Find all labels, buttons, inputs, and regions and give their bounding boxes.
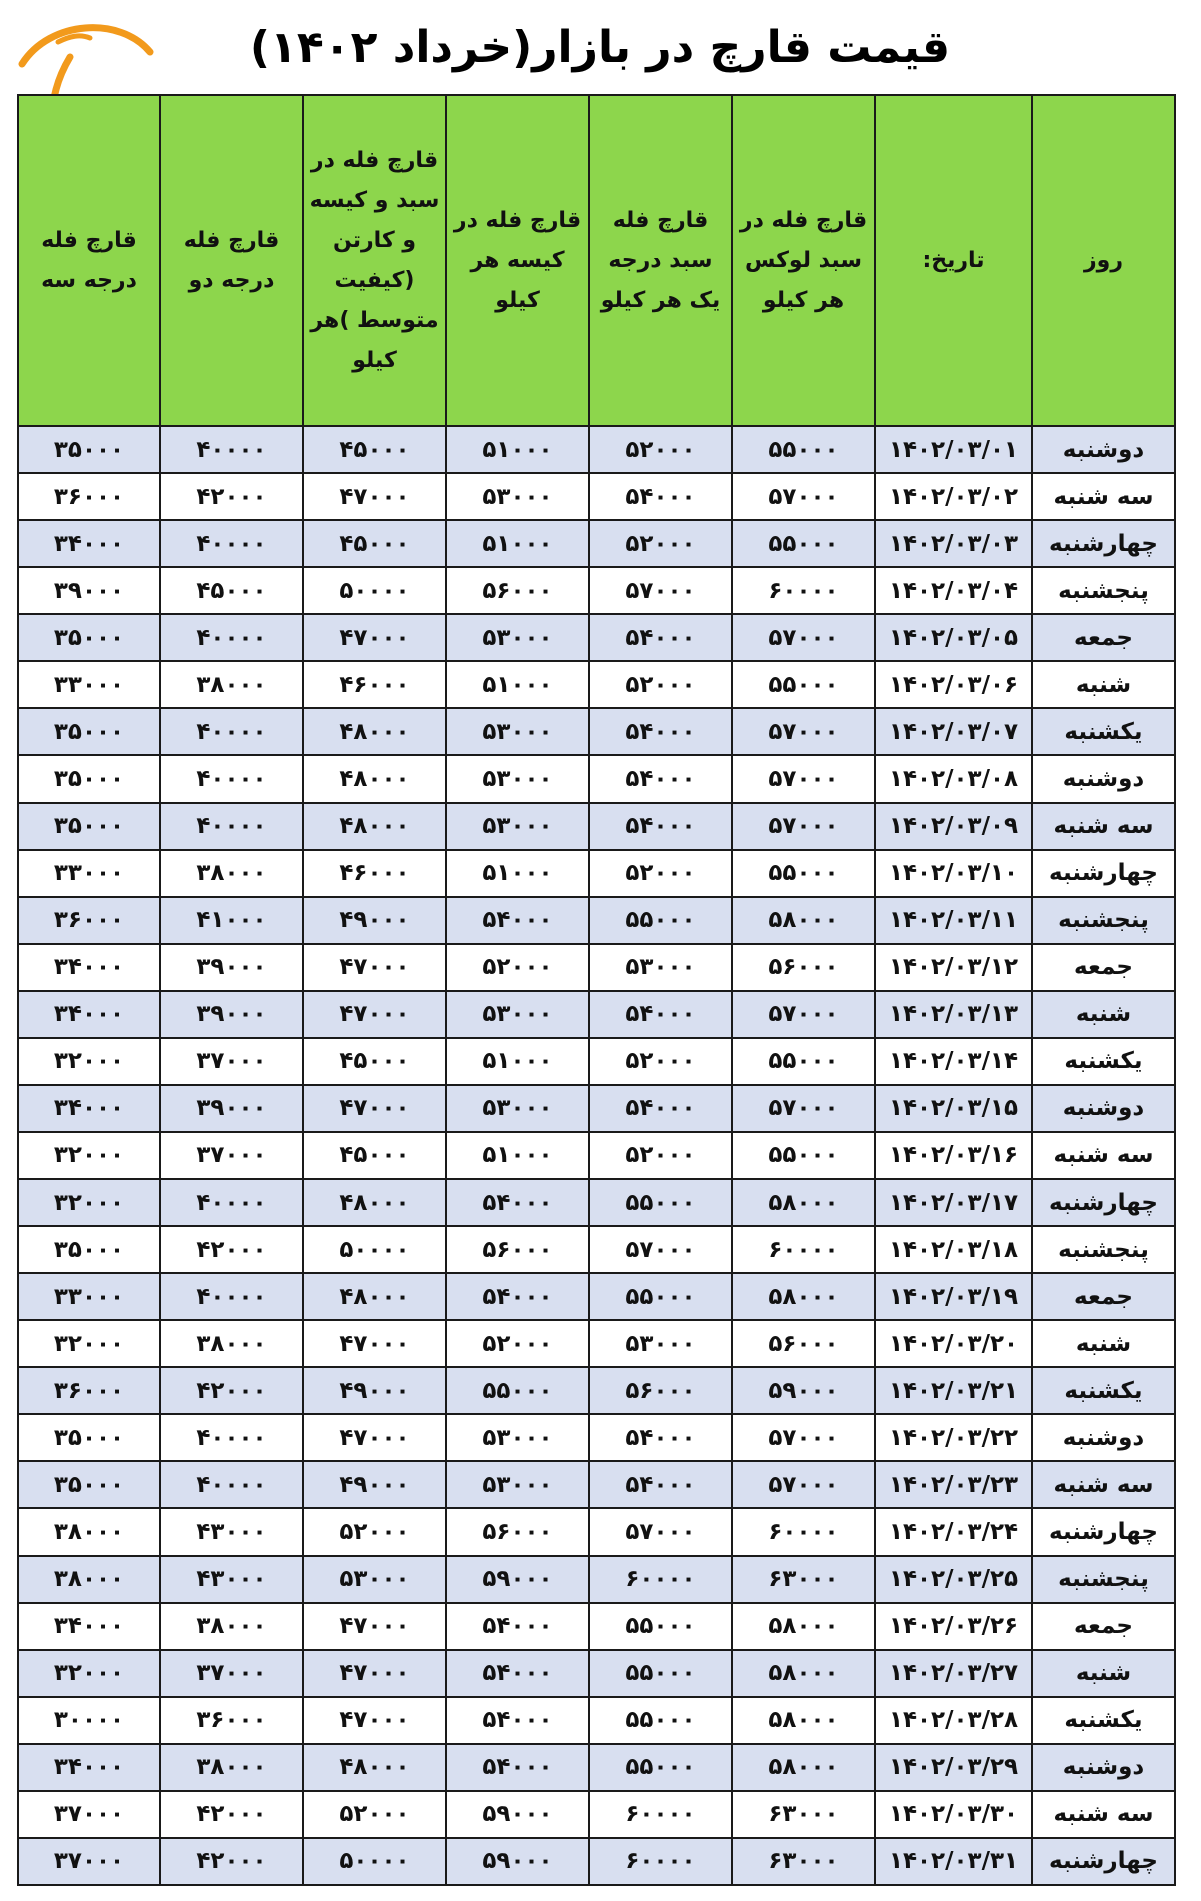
cell-medium-quality-price: ۴۵۰۰۰ (303, 426, 446, 473)
cell-lux-basket-price: ۵۷۰۰۰ (732, 473, 875, 520)
cell-grade-one-price: ۵۷۰۰۰ (589, 1226, 732, 1273)
cell-medium-quality-price: ۴۹۰۰۰ (303, 1367, 446, 1414)
cell-date: ۱۴۰۲/۰۳/۰۶ (875, 661, 1032, 708)
cell-lux-basket-price: ۶۳۰۰۰ (732, 1838, 875, 1885)
cell-medium-quality-price: ۴۷۰۰۰ (303, 1603, 446, 1650)
cell-date: ۱۴۰۲/۰۳/۱۹ (875, 1273, 1032, 1320)
cell-bag-price: ۵۳۰۰۰ (446, 1461, 589, 1508)
cell-date: ۱۴۰۲/۰۳/۲۸ (875, 1697, 1032, 1744)
cell-grade-two-price: ۳۶۰۰۰ (160, 1697, 303, 1744)
cell-grade-two-price: ۴۲۰۰۰ (160, 1367, 303, 1414)
cell-medium-quality-price: ۴۷۰۰۰ (303, 1650, 446, 1697)
cell-grade-three-price: ۳۶۰۰۰ (18, 1367, 160, 1414)
cell-day: سه شنبه (1032, 1461, 1175, 1508)
cell-bag-price: ۵۴۰۰۰ (446, 1179, 589, 1226)
cell-grade-three-price: ۳۲۰۰۰ (18, 1132, 160, 1179)
cell-grade-three-price: ۳۶۰۰۰ (18, 897, 160, 944)
cell-lux-basket-price: ۵۸۰۰۰ (732, 1650, 875, 1697)
header-grade-two: قارچ فله درجه دو (160, 95, 303, 426)
cell-medium-quality-price: ۴۸۰۰۰ (303, 1273, 446, 1320)
cell-bag-price: ۵۴۰۰۰ (446, 1650, 589, 1697)
cell-grade-one-price: ۵۵۰۰۰ (589, 1697, 732, 1744)
header-bag: قارچ فله در کیسه هر کیلو (446, 95, 589, 426)
cell-grade-two-price: ۴۳۰۰۰ (160, 1556, 303, 1603)
cell-grade-three-price: ۳۴۰۰۰ (18, 1744, 160, 1791)
cell-grade-three-price: ۳۰۰۰۰ (18, 1697, 160, 1744)
cell-day: دوشنبه (1032, 426, 1175, 473)
table-row (18, 1603, 1175, 1650)
cell-bag-price: ۵۹۰۰۰ (446, 1791, 589, 1838)
cell-grade-one-price: ۶۰۰۰۰ (589, 1838, 732, 1885)
table-row (18, 755, 1175, 802)
cell-medium-quality-price: ۴۸۰۰۰ (303, 708, 446, 755)
cell-grade-three-price: ۳۳۰۰۰ (18, 661, 160, 708)
table-row (18, 473, 1175, 520)
cell-grade-one-price: ۵۷۰۰۰ (589, 1508, 732, 1555)
cell-date: ۱۴۰۲/۰۳/۲۹ (875, 1744, 1032, 1791)
cell-grade-two-price: ۴۰۰۰۰ (160, 1461, 303, 1508)
cell-lux-basket-price: ۵۶۰۰۰ (732, 1320, 875, 1367)
cell-day: یکشنبه (1032, 1697, 1175, 1744)
cell-bag-price: ۵۹۰۰۰ (446, 1838, 589, 1885)
cell-grade-one-price: ۵۶۰۰۰ (589, 1367, 732, 1414)
table-row (18, 1179, 1175, 1226)
cell-grade-three-price: ۳۹۰۰۰ (18, 567, 160, 614)
cell-grade-two-price: ۳۷۰۰۰ (160, 1038, 303, 1085)
table-row (18, 1367, 1175, 1414)
cell-grade-one-price: ۵۷۰۰۰ (589, 567, 732, 614)
cell-medium-quality-price: ۴۷۰۰۰ (303, 1085, 446, 1132)
cell-date: ۱۴۰۲/۰۳/۲۴ (875, 1508, 1032, 1555)
table-row (18, 1556, 1175, 1603)
cell-medium-quality-price: ۵۰۰۰۰ (303, 1838, 446, 1885)
cell-grade-three-price: ۳۴۰۰۰ (18, 991, 160, 1038)
cell-grade-two-price: ۴۱۰۰۰ (160, 897, 303, 944)
cell-date: ۱۴۰۲/۰۳/۲۵ (875, 1556, 1032, 1603)
cell-grade-three-price: ۳۴۰۰۰ (18, 944, 160, 991)
cell-lux-basket-price: ۵۷۰۰۰ (732, 803, 875, 850)
cell-bag-price: ۵۴۰۰۰ (446, 897, 589, 944)
cell-medium-quality-price: ۴۷۰۰۰ (303, 1414, 446, 1461)
cell-medium-quality-price: ۴۷۰۰۰ (303, 991, 446, 1038)
cell-grade-one-price: ۵۳۰۰۰ (589, 944, 732, 991)
cell-date: ۱۴۰۲/۰۳/۲۰ (875, 1320, 1032, 1367)
cell-grade-three-price: ۳۲۰۰۰ (18, 1320, 160, 1367)
header-lux-basket: قارچ فله در سبد لوکس هر کیلو (732, 95, 875, 426)
header-medium-quality: قارچ فله در سبد و کیسه و کارتن (کیفیت متوسط )هر کیلو (303, 95, 446, 426)
cell-grade-three-price: ۳۵۰۰۰ (18, 755, 160, 802)
table-row (18, 1697, 1175, 1744)
cell-bag-price: ۵۳۰۰۰ (446, 803, 589, 850)
header-day: روز (1032, 95, 1175, 426)
cell-medium-quality-price: ۴۸۰۰۰ (303, 803, 446, 850)
cell-grade-two-price: ۳۸۰۰۰ (160, 1603, 303, 1650)
cell-grade-one-price: ۵۳۰۰۰ (589, 1320, 732, 1367)
cell-lux-basket-price: ۶۰۰۰۰ (732, 1508, 875, 1555)
cell-grade-one-price: ۵۲۰۰۰ (589, 1038, 732, 1085)
cell-lux-basket-price: ۵۹۰۰۰ (732, 1367, 875, 1414)
cell-grade-two-price: ۳۸۰۰۰ (160, 661, 303, 708)
cell-day: چهارشنبه (1032, 850, 1175, 897)
cell-day: پنجشنبه (1032, 1556, 1175, 1603)
cell-lux-basket-price: ۶۳۰۰۰ (732, 1791, 875, 1838)
cell-grade-three-price: ۳۵۰۰۰ (18, 708, 160, 755)
table-row (18, 1320, 1175, 1367)
cell-medium-quality-price: ۴۷۰۰۰ (303, 614, 446, 661)
cell-day: دوشنبه (1032, 1744, 1175, 1791)
cell-grade-one-price: ۵۲۰۰۰ (589, 1132, 732, 1179)
cell-bag-price: ۵۳۰۰۰ (446, 473, 589, 520)
cell-date: ۱۴۰۲/۰۳/۰۲ (875, 473, 1032, 520)
cell-grade-one-price: ۵۲۰۰۰ (589, 426, 732, 473)
cell-grade-three-price: ۳۴۰۰۰ (18, 1603, 160, 1650)
cell-grade-one-price: ۵۴۰۰۰ (589, 991, 732, 1038)
page-title: قیمت قارچ در بازار(خرداد ۱۴۰۲) (249, 22, 951, 73)
cell-date: ۱۴۰۲/۰۳/۲۲ (875, 1414, 1032, 1461)
cell-lux-basket-price: ۵۸۰۰۰ (732, 897, 875, 944)
cell-grade-one-price: ۵۴۰۰۰ (589, 473, 732, 520)
cell-lux-basket-price: ۵۷۰۰۰ (732, 1414, 875, 1461)
cell-day: چهارشنبه (1032, 1508, 1175, 1555)
cell-grade-one-price: ۶۰۰۰۰ (589, 1556, 732, 1603)
cell-grade-three-price: ۳۲۰۰۰ (18, 1650, 160, 1697)
cell-lux-basket-price: ۵۵۰۰۰ (732, 520, 875, 567)
cell-grade-one-price: ۵۴۰۰۰ (589, 755, 732, 802)
cell-medium-quality-price: ۴۸۰۰۰ (303, 755, 446, 802)
cell-date: ۱۴۰۲/۰۳/۲۷ (875, 1650, 1032, 1697)
cell-date: ۱۴۰۲/۰۳/۰۱ (875, 426, 1032, 473)
cell-bag-price: ۵۱۰۰۰ (446, 520, 589, 567)
cell-grade-three-price: ۳۵۰۰۰ (18, 1461, 160, 1508)
cell-lux-basket-price: ۵۸۰۰۰ (732, 1697, 875, 1744)
cell-medium-quality-price: ۴۵۰۰۰ (303, 1132, 446, 1179)
cell-grade-one-price: ۵۲۰۰۰ (589, 850, 732, 897)
cell-lux-basket-price: ۵۵۰۰۰ (732, 426, 875, 473)
cell-day: یکشنبه (1032, 708, 1175, 755)
cell-grade-one-price: ۵۵۰۰۰ (589, 1179, 732, 1226)
cell-date: ۱۴۰۲/۰۳/۰۸ (875, 755, 1032, 802)
cell-bag-price: ۵۳۰۰۰ (446, 1085, 589, 1132)
table-row (18, 708, 1175, 755)
cell-bag-price: ۵۹۰۰۰ (446, 1556, 589, 1603)
cell-grade-two-price: ۴۲۰۰۰ (160, 473, 303, 520)
cell-lux-basket-price: ۵۷۰۰۰ (732, 708, 875, 755)
cell-day: چهارشنبه (1032, 520, 1175, 567)
cell-lux-basket-price: ۵۵۰۰۰ (732, 1132, 875, 1179)
cell-lux-basket-price: ۵۵۰۰۰ (732, 1038, 875, 1085)
cell-grade-one-price: ۶۰۰۰۰ (589, 1791, 732, 1838)
cell-bag-price: ۵۴۰۰۰ (446, 1603, 589, 1650)
price-table (17, 94, 1176, 1886)
cell-lux-basket-price: ۵۸۰۰۰ (732, 1179, 875, 1226)
table-row (18, 567, 1175, 614)
cell-medium-quality-price: ۵۲۰۰۰ (303, 1508, 446, 1555)
cell-bag-price: ۵۱۰۰۰ (446, 661, 589, 708)
table-row (18, 1414, 1175, 1461)
cell-date: ۱۴۰۲/۰۳/۰۵ (875, 614, 1032, 661)
cell-date: ۱۴۰۲/۰۳/۲۳ (875, 1461, 1032, 1508)
cell-day: دوشنبه (1032, 1085, 1175, 1132)
cell-bag-price: ۵۶۰۰۰ (446, 567, 589, 614)
cell-date: ۱۴۰۲/۰۳/۱۴ (875, 1038, 1032, 1085)
header-grade-one-basket: قارچ فله سبد درجه یک هر کیلو (589, 95, 732, 426)
cell-day: یکشنبه (1032, 1367, 1175, 1414)
cell-lux-basket-price: ۵۷۰۰۰ (732, 991, 875, 1038)
cell-bag-price: ۵۱۰۰۰ (446, 426, 589, 473)
cell-grade-two-price: ۳۸۰۰۰ (160, 850, 303, 897)
table-body (18, 426, 1175, 1885)
cell-grade-two-price: ۴۵۰۰۰ (160, 567, 303, 614)
cell-grade-three-price: ۳۵۰۰۰ (18, 803, 160, 850)
cell-lux-basket-price: ۵۵۰۰۰ (732, 661, 875, 708)
cell-medium-quality-price: ۴۹۰۰۰ (303, 897, 446, 944)
cell-day: چهارشنبه (1032, 1179, 1175, 1226)
cell-bag-price: ۵۳۰۰۰ (446, 991, 589, 1038)
cell-bag-price: ۵۶۰۰۰ (446, 1508, 589, 1555)
cell-grade-two-price: ۳۷۰۰۰ (160, 1650, 303, 1697)
table-row (18, 1508, 1175, 1555)
cell-lux-basket-price: ۵۷۰۰۰ (732, 755, 875, 802)
cell-date: ۱۴۰۲/۰۳/۳۰ (875, 1791, 1032, 1838)
cell-bag-price: ۵۳۰۰۰ (446, 755, 589, 802)
cell-bag-price: ۵۱۰۰۰ (446, 850, 589, 897)
table-row (18, 661, 1175, 708)
table-row (18, 991, 1175, 1038)
cell-grade-two-price: ۴۳۰۰۰ (160, 1508, 303, 1555)
cell-day: پنجشنبه (1032, 1226, 1175, 1273)
cell-lux-basket-price: ۶۰۰۰۰ (732, 567, 875, 614)
cell-grade-one-price: ۵۴۰۰۰ (589, 614, 732, 661)
cell-grade-two-price: ۴۰۰۰۰ (160, 1273, 303, 1320)
cell-day: دوشنبه (1032, 755, 1175, 802)
cell-date: ۱۴۰۲/۰۳/۰۷ (875, 708, 1032, 755)
table-row (18, 1744, 1175, 1791)
cell-grade-three-price: ۳۳۰۰۰ (18, 1273, 160, 1320)
cell-grade-two-price: ۳۸۰۰۰ (160, 1320, 303, 1367)
cell-date: ۱۴۰۲/۰۳/۱۰ (875, 850, 1032, 897)
cell-grade-one-price: ۵۵۰۰۰ (589, 1650, 732, 1697)
cell-bag-price: ۵۴۰۰۰ (446, 1744, 589, 1791)
cell-grade-two-price: ۴۰۰۰۰ (160, 708, 303, 755)
cell-grade-two-price: ۳۹۰۰۰ (160, 1085, 303, 1132)
cell-grade-one-price: ۵۴۰۰۰ (589, 803, 732, 850)
table-row (18, 803, 1175, 850)
cell-grade-three-price: ۳۵۰۰۰ (18, 426, 160, 473)
cell-bag-price: ۵۱۰۰۰ (446, 1132, 589, 1179)
table-row (18, 850, 1175, 897)
cell-date: ۱۴۰۲/۰۳/۰۹ (875, 803, 1032, 850)
table-row (18, 614, 1175, 661)
cell-day: شنبه (1032, 1650, 1175, 1697)
cell-day: شنبه (1032, 1320, 1175, 1367)
cell-grade-one-price: ۵۴۰۰۰ (589, 1414, 732, 1461)
cell-bag-price: ۵۲۰۰۰ (446, 944, 589, 991)
cell-date: ۱۴۰۲/۰۳/۰۳ (875, 520, 1032, 567)
table-row (18, 1461, 1175, 1508)
cell-lux-basket-price: ۵۷۰۰۰ (732, 614, 875, 661)
cell-grade-one-price: ۵۲۰۰۰ (589, 520, 732, 567)
cell-bag-price: ۵۴۰۰۰ (446, 1273, 589, 1320)
cell-medium-quality-price: ۴۵۰۰۰ (303, 1038, 446, 1085)
cell-medium-quality-price: ۵۰۰۰۰ (303, 567, 446, 614)
cell-medium-quality-price: ۵۲۰۰۰ (303, 1791, 446, 1838)
cell-grade-three-price: ۳۸۰۰۰ (18, 1508, 160, 1555)
cell-grade-three-price: ۳۵۰۰۰ (18, 1226, 160, 1273)
cell-lux-basket-price: ۶۰۰۰۰ (732, 1226, 875, 1273)
cell-grade-three-price: ۳۸۰۰۰ (18, 1556, 160, 1603)
cell-grade-three-price: ۳۴۰۰۰ (18, 1085, 160, 1132)
cell-grade-two-price: ۴۲۰۰۰ (160, 1838, 303, 1885)
cell-bag-price: ۵۱۰۰۰ (446, 1038, 589, 1085)
cell-day: سه شنبه (1032, 803, 1175, 850)
table-row (18, 1273, 1175, 1320)
table-row (18, 897, 1175, 944)
cell-grade-two-price: ۳۷۰۰۰ (160, 1132, 303, 1179)
cell-medium-quality-price: ۴۶۰۰۰ (303, 661, 446, 708)
cell-grade-two-price: ۳۹۰۰۰ (160, 944, 303, 991)
cell-date: ۱۴۰۲/۰۳/۱۸ (875, 1226, 1032, 1273)
table-row (18, 1791, 1175, 1838)
cell-lux-basket-price: ۶۳۰۰۰ (732, 1556, 875, 1603)
cell-day: شنبه (1032, 991, 1175, 1038)
cell-grade-three-price: ۳۷۰۰۰ (18, 1838, 160, 1885)
cell-bag-price: ۵۳۰۰۰ (446, 614, 589, 661)
cell-grade-three-price: ۳۵۰۰۰ (18, 614, 160, 661)
cell-grade-one-price: ۵۵۰۰۰ (589, 1603, 732, 1650)
cell-lux-basket-price: ۵۶۰۰۰ (732, 944, 875, 991)
cell-date: ۱۴۰۲/۰۳/۳۱ (875, 1838, 1032, 1885)
cell-date: ۱۴۰۲/۰۳/۲۱ (875, 1367, 1032, 1414)
cell-lux-basket-price: ۵۸۰۰۰ (732, 1744, 875, 1791)
cell-date: ۱۴۰۲/۰۳/۱۷ (875, 1179, 1032, 1226)
cell-grade-two-price: ۴۰۰۰۰ (160, 755, 303, 802)
cell-day: پنجشنبه (1032, 567, 1175, 614)
cell-grade-two-price: ۴۰۰۰۰ (160, 520, 303, 567)
cell-grade-two-price: ۴۰۰۰۰ (160, 1414, 303, 1461)
cell-bag-price: ۵۵۰۰۰ (446, 1367, 589, 1414)
cell-day: جمعه (1032, 944, 1175, 991)
cell-bag-price: ۵۲۰۰۰ (446, 1320, 589, 1367)
cell-day: سه شنبه (1032, 1132, 1175, 1179)
cell-grade-two-price: ۳۸۰۰۰ (160, 1744, 303, 1791)
cell-bag-price: ۵۴۰۰۰ (446, 1697, 589, 1744)
cell-date: ۱۴۰۲/۰۳/۱۵ (875, 1085, 1032, 1132)
cell-grade-three-price: ۳۵۰۰۰ (18, 1414, 160, 1461)
cell-grade-one-price: ۵۵۰۰۰ (589, 1744, 732, 1791)
cell-grade-two-price: ۴۲۰۰۰ (160, 1226, 303, 1273)
cell-grade-one-price: ۵۴۰۰۰ (589, 1085, 732, 1132)
cell-day: جمعه (1032, 614, 1175, 661)
cell-lux-basket-price: ۵۸۰۰۰ (732, 1273, 875, 1320)
cell-medium-quality-price: ۴۷۰۰۰ (303, 944, 446, 991)
table-header-row (18, 95, 1175, 426)
cell-lux-basket-price: ۵۷۰۰۰ (732, 1085, 875, 1132)
header-date: تاریخ: (875, 95, 1032, 426)
cell-day: پنجشنبه (1032, 897, 1175, 944)
cell-date: ۱۴۰۲/۰۳/۰۴ (875, 567, 1032, 614)
cell-medium-quality-price: ۴۸۰۰۰ (303, 1179, 446, 1226)
cell-date: ۱۴۰۲/۰۳/۱۳ (875, 991, 1032, 1038)
cell-day: جمعه (1032, 1603, 1175, 1650)
cell-day: سه شنبه (1032, 1791, 1175, 1838)
cell-day: یکشنبه (1032, 1038, 1175, 1085)
cell-day: شنبه (1032, 661, 1175, 708)
table-row (18, 1838, 1175, 1885)
cell-lux-basket-price: ۵۸۰۰۰ (732, 1603, 875, 1650)
table-row (18, 426, 1175, 473)
cell-medium-quality-price: ۵۳۰۰۰ (303, 1556, 446, 1603)
cell-grade-one-price: ۵۴۰۰۰ (589, 708, 732, 755)
cell-bag-price: ۵۶۰۰۰ (446, 1226, 589, 1273)
cell-medium-quality-price: ۴۷۰۰۰ (303, 473, 446, 520)
cell-day: چهارشنبه (1032, 1838, 1175, 1885)
cell-lux-basket-price: ۵۷۰۰۰ (732, 1461, 875, 1508)
cell-grade-two-price: ۴۰۰۰۰ (160, 803, 303, 850)
cell-date: ۱۴۰۲/۰۳/۱۶ (875, 1132, 1032, 1179)
cell-grade-two-price: ۴۰۰۰۰ (160, 426, 303, 473)
cell-grade-three-price: ۳۶۰۰۰ (18, 473, 160, 520)
cell-day: دوشنبه (1032, 1414, 1175, 1461)
cell-grade-three-price: ۳۲۰۰۰ (18, 1038, 160, 1085)
cell-bag-price: ۵۳۰۰۰ (446, 708, 589, 755)
cell-grade-one-price: ۵۴۰۰۰ (589, 1461, 732, 1508)
cell-grade-one-price: ۵۵۰۰۰ (589, 897, 732, 944)
cell-grade-two-price: ۴۰۰۰۰ (160, 1179, 303, 1226)
table-row (18, 1085, 1175, 1132)
cell-medium-quality-price: ۴۷۰۰۰ (303, 1697, 446, 1744)
cell-medium-quality-price: ۴۵۰۰۰ (303, 520, 446, 567)
table-row (18, 1650, 1175, 1697)
cell-medium-quality-price: ۴۷۰۰۰ (303, 1320, 446, 1367)
cell-medium-quality-price: ۴۶۰۰۰ (303, 850, 446, 897)
cell-date: ۱۴۰۲/۰۳/۱۲ (875, 944, 1032, 991)
cell-medium-quality-price: ۴۸۰۰۰ (303, 1744, 446, 1791)
cell-grade-two-price: ۴۲۰۰۰ (160, 1791, 303, 1838)
cell-grade-three-price: ۳۷۰۰۰ (18, 1791, 160, 1838)
table-row (18, 1038, 1175, 1085)
cell-day: سه شنبه (1032, 473, 1175, 520)
cell-day: جمعه (1032, 1273, 1175, 1320)
cell-grade-three-price: ۳۲۰۰۰ (18, 1179, 160, 1226)
table-row (18, 1132, 1175, 1179)
table-row (18, 520, 1175, 567)
cell-date: ۱۴۰۲/۰۳/۲۶ (875, 1603, 1032, 1650)
header-grade-three: قارچ فله درجه سه (18, 95, 160, 426)
cell-grade-three-price: ۳۴۰۰۰ (18, 520, 160, 567)
cell-bag-price: ۵۳۰۰۰ (446, 1414, 589, 1461)
cell-grade-one-price: ۵۲۰۰۰ (589, 661, 732, 708)
table-row (18, 944, 1175, 991)
cell-medium-quality-price: ۵۰۰۰۰ (303, 1226, 446, 1273)
cell-grade-two-price: ۴۰۰۰۰ (160, 614, 303, 661)
cell-date: ۱۴۰۲/۰۳/۱۱ (875, 897, 1032, 944)
cell-grade-one-price: ۵۵۰۰۰ (589, 1273, 732, 1320)
table-row (18, 1226, 1175, 1273)
cell-grade-two-price: ۳۹۰۰۰ (160, 991, 303, 1038)
cell-grade-three-price: ۳۳۰۰۰ (18, 850, 160, 897)
cell-medium-quality-price: ۴۹۰۰۰ (303, 1461, 446, 1508)
cell-lux-basket-price: ۵۵۰۰۰ (732, 850, 875, 897)
